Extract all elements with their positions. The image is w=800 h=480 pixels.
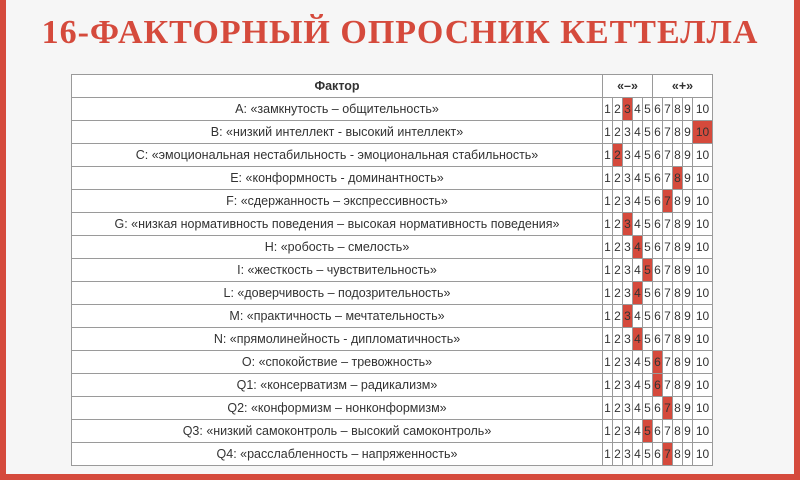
- score-cell: 3: [623, 167, 633, 190]
- factor-label: Q2: «конформизм – нонконформизм»: [72, 397, 603, 420]
- score-cell: 6: [653, 259, 663, 282]
- score-cell: 2: [613, 121, 623, 144]
- score-cell: 10: [693, 98, 713, 121]
- score-cell: 3: [623, 420, 633, 443]
- score-cell: 10: [693, 305, 713, 328]
- score-cell: 7: [663, 236, 673, 259]
- score-cell-selected: 6: [653, 374, 663, 397]
- score-cell: 10: [693, 190, 713, 213]
- score-cell: 8: [673, 397, 683, 420]
- score-cell: 2: [613, 305, 623, 328]
- score-cell: 6: [653, 190, 663, 213]
- score-cell: 1: [603, 282, 613, 305]
- score-cell: 4: [633, 144, 643, 167]
- score-cell: 4: [633, 190, 643, 213]
- score-cell: 6: [653, 213, 663, 236]
- score-cell: 4: [633, 213, 643, 236]
- score-cell-selected: 3: [623, 98, 633, 121]
- score-cell: 3: [623, 443, 633, 466]
- score-cell: 4: [633, 121, 643, 144]
- score-cell: 9: [683, 98, 693, 121]
- factor-label: E: «конформность - доминантность»: [72, 167, 603, 190]
- score-cell: 8: [673, 213, 683, 236]
- table-row: [72, 213, 713, 236]
- score-cell: 9: [683, 167, 693, 190]
- score-cell: 7: [663, 213, 673, 236]
- table-row: [72, 443, 713, 466]
- score-cell: 5: [643, 213, 653, 236]
- score-cell: 6: [653, 328, 663, 351]
- score-cell: 10: [693, 236, 713, 259]
- score-cell: 8: [673, 374, 683, 397]
- score-cell: 10: [693, 282, 713, 305]
- score-cell: 10: [693, 328, 713, 351]
- score-cell: 3: [623, 328, 633, 351]
- table-row: [72, 282, 713, 305]
- score-cell: 5: [643, 98, 653, 121]
- score-cell: 6: [653, 282, 663, 305]
- score-cell: 10: [693, 351, 713, 374]
- score-cell: 5: [643, 374, 653, 397]
- score-cell: 7: [663, 121, 673, 144]
- score-cell-selected: 5: [643, 259, 653, 282]
- score-cell: 1: [603, 374, 613, 397]
- table-header-row: [72, 75, 713, 98]
- header-plus: «+»: [653, 75, 713, 98]
- score-cell: 9: [683, 328, 693, 351]
- score-cell: 2: [613, 351, 623, 374]
- score-cell: 8: [673, 328, 683, 351]
- score-cell: 2: [613, 374, 623, 397]
- score-cell: 8: [673, 443, 683, 466]
- score-cell: 3: [623, 397, 633, 420]
- table-row: [72, 351, 713, 374]
- score-cell: 4: [633, 374, 643, 397]
- score-cell: 4: [633, 420, 643, 443]
- score-cell: 8: [673, 282, 683, 305]
- score-cell: 9: [683, 351, 693, 374]
- table-row: [72, 121, 713, 144]
- table-row: [72, 236, 713, 259]
- header-factor: Фактор: [72, 75, 603, 98]
- score-cell: 8: [673, 190, 683, 213]
- score-cell: 10: [693, 397, 713, 420]
- table-row: [72, 144, 713, 167]
- header-minus: «–»: [603, 75, 653, 98]
- score-cell: 7: [663, 282, 673, 305]
- score-cell-selected: 8: [673, 167, 683, 190]
- score-cell: 2: [613, 259, 623, 282]
- score-cell: 2: [613, 213, 623, 236]
- score-cell: 9: [683, 236, 693, 259]
- score-cell: 1: [603, 190, 613, 213]
- factor-label: H: «робость – смелость»: [72, 236, 603, 259]
- score-cell: 4: [633, 351, 643, 374]
- score-cell: 2: [613, 443, 623, 466]
- score-cell: 2: [613, 190, 623, 213]
- factor-label: G: «низкая нормативность поведения – высокая нормативность поведения»: [72, 213, 603, 236]
- score-cell: 6: [653, 167, 663, 190]
- score-cell: 9: [683, 420, 693, 443]
- score-cell: 1: [603, 98, 613, 121]
- score-cell: 2: [613, 236, 623, 259]
- score-cell: 6: [653, 397, 663, 420]
- score-cell: 10: [693, 213, 713, 236]
- score-cell: 3: [623, 236, 633, 259]
- score-cell: 4: [633, 259, 643, 282]
- factor-label: C: «эмоциональная нестабильность - эмоциональная стабильность»: [72, 144, 603, 167]
- score-cell-selected: 7: [663, 397, 673, 420]
- score-cell: 1: [603, 167, 613, 190]
- score-cell: 8: [673, 121, 683, 144]
- factor-label: O: «спокойствие – тревожность»: [72, 351, 603, 374]
- score-cell: 2: [613, 397, 623, 420]
- score-cell: 3: [623, 121, 633, 144]
- score-cell: 1: [603, 121, 613, 144]
- score-cell-selected: 3: [623, 213, 633, 236]
- factor-label: L: «доверчивость – подозрительность»: [72, 282, 603, 305]
- score-cell: 7: [663, 144, 673, 167]
- score-cell: 5: [643, 121, 653, 144]
- score-cell: 8: [673, 420, 683, 443]
- score-cell: 7: [663, 305, 673, 328]
- score-cell: 6: [653, 305, 663, 328]
- score-cell: 6: [653, 443, 663, 466]
- score-cell: 8: [673, 98, 683, 121]
- score-cell: 7: [663, 259, 673, 282]
- score-cell: 8: [673, 351, 683, 374]
- score-cell-selected: 6: [653, 351, 663, 374]
- factor-label: N: «прямолинейность - дипломатичность»: [72, 328, 603, 351]
- score-cell: 8: [673, 259, 683, 282]
- score-cell: 4: [633, 443, 643, 466]
- score-cell: 6: [653, 121, 663, 144]
- score-cell: 2: [613, 98, 623, 121]
- score-cell: 9: [683, 374, 693, 397]
- score-cell: 8: [673, 144, 683, 167]
- score-cell-selected: 7: [663, 443, 673, 466]
- factor-label: Q3: «низкий самоконтроль – высокий самоконтроль»: [72, 420, 603, 443]
- table-row: [72, 420, 713, 443]
- score-cell: 4: [633, 98, 643, 121]
- score-cell: 9: [683, 213, 693, 236]
- score-cell: 8: [673, 305, 683, 328]
- score-cell-selected: 4: [633, 328, 643, 351]
- score-cell: 2: [613, 420, 623, 443]
- score-cell: 8: [673, 236, 683, 259]
- score-cell: 5: [643, 328, 653, 351]
- score-cell: 1: [603, 420, 613, 443]
- score-cell: 10: [693, 167, 713, 190]
- table-row: [72, 397, 713, 420]
- score-cell: 5: [643, 443, 653, 466]
- table-row: [72, 328, 713, 351]
- score-cell-selected: 4: [633, 282, 643, 305]
- score-cell: 1: [603, 443, 613, 466]
- score-cell: 5: [643, 190, 653, 213]
- score-cell: 7: [663, 420, 673, 443]
- score-cell: 2: [613, 328, 623, 351]
- score-cell: 1: [603, 236, 613, 259]
- score-cell: 7: [663, 374, 673, 397]
- score-cell: 3: [623, 374, 633, 397]
- table-row: [72, 259, 713, 282]
- score-cell: 3: [623, 144, 633, 167]
- score-cell: 5: [643, 305, 653, 328]
- score-cell: 3: [623, 259, 633, 282]
- factor-label: Q4: «расслабленность – напряженность»: [72, 443, 603, 466]
- score-cell: 6: [653, 236, 663, 259]
- table-row: [72, 305, 713, 328]
- score-cell: 9: [683, 305, 693, 328]
- score-cell-selected: 3: [623, 305, 633, 328]
- factor-label: A: «замкнутость – общительность»: [72, 98, 603, 121]
- score-cell: 4: [633, 305, 643, 328]
- score-cell: 9: [683, 443, 693, 466]
- score-cell: 9: [683, 397, 693, 420]
- score-cell: 2: [613, 282, 623, 305]
- score-cell: 1: [603, 397, 613, 420]
- score-cell: 7: [663, 167, 673, 190]
- factor-table-body: [72, 98, 713, 466]
- factor-label: I: «жесткость – чувствительность»: [72, 259, 603, 282]
- score-cell: 5: [643, 282, 653, 305]
- score-cell: 3: [623, 351, 633, 374]
- score-cell: 6: [653, 98, 663, 121]
- factor-label: Q1: «консерватизм – радикализм»: [72, 374, 603, 397]
- factor-label: B: «низкий интеллект - высокий интеллект»: [72, 121, 603, 144]
- score-cell: 1: [603, 144, 613, 167]
- score-cell: 10: [693, 420, 713, 443]
- score-cell: 9: [683, 282, 693, 305]
- score-cell: 10: [693, 259, 713, 282]
- table-row: [72, 98, 713, 121]
- score-cell-selected: 2: [613, 144, 623, 167]
- score-cell: 6: [653, 144, 663, 167]
- score-cell: 4: [633, 397, 643, 420]
- score-cell: 5: [643, 397, 653, 420]
- page-title: 16-ФАКТОРНЫЙ ОПРОСНИК КЕТТЕЛЛА: [41, 14, 759, 51]
- factor-label: M: «практичность – мечтательность»: [72, 305, 603, 328]
- score-cell: 7: [663, 328, 673, 351]
- score-cell: 5: [643, 351, 653, 374]
- score-cell: 9: [683, 190, 693, 213]
- score-cell-selected: 10: [693, 121, 713, 144]
- score-cell: 1: [603, 305, 613, 328]
- score-cell: 3: [623, 282, 633, 305]
- score-cell: 1: [603, 213, 613, 236]
- score-cell: 1: [603, 351, 613, 374]
- score-cell: 1: [603, 259, 613, 282]
- score-cell: 9: [683, 144, 693, 167]
- score-cell: 6: [653, 420, 663, 443]
- score-cell: 4: [633, 167, 643, 190]
- score-cell-selected: 5: [643, 420, 653, 443]
- score-cell: 1: [603, 328, 613, 351]
- score-cell: 9: [683, 259, 693, 282]
- score-cell: 10: [693, 144, 713, 167]
- score-cell: 10: [693, 374, 713, 397]
- score-cell: 5: [643, 236, 653, 259]
- score-cell-selected: 7: [663, 190, 673, 213]
- score-cell: 7: [663, 98, 673, 121]
- table-row: [72, 374, 713, 397]
- table-row: [72, 167, 713, 190]
- table-row: [72, 190, 713, 213]
- score-cell: 5: [643, 167, 653, 190]
- score-cell: 3: [623, 190, 633, 213]
- factor-label: F: «сдержанность – экспрессивность»: [72, 190, 603, 213]
- score-cell: 7: [663, 351, 673, 374]
- score-cell: 9: [683, 121, 693, 144]
- score-cell: 10: [693, 443, 713, 466]
- score-cell-selected: 4: [633, 236, 643, 259]
- factor-table: [71, 74, 713, 466]
- score-cell: 5: [643, 144, 653, 167]
- score-cell: 2: [613, 167, 623, 190]
